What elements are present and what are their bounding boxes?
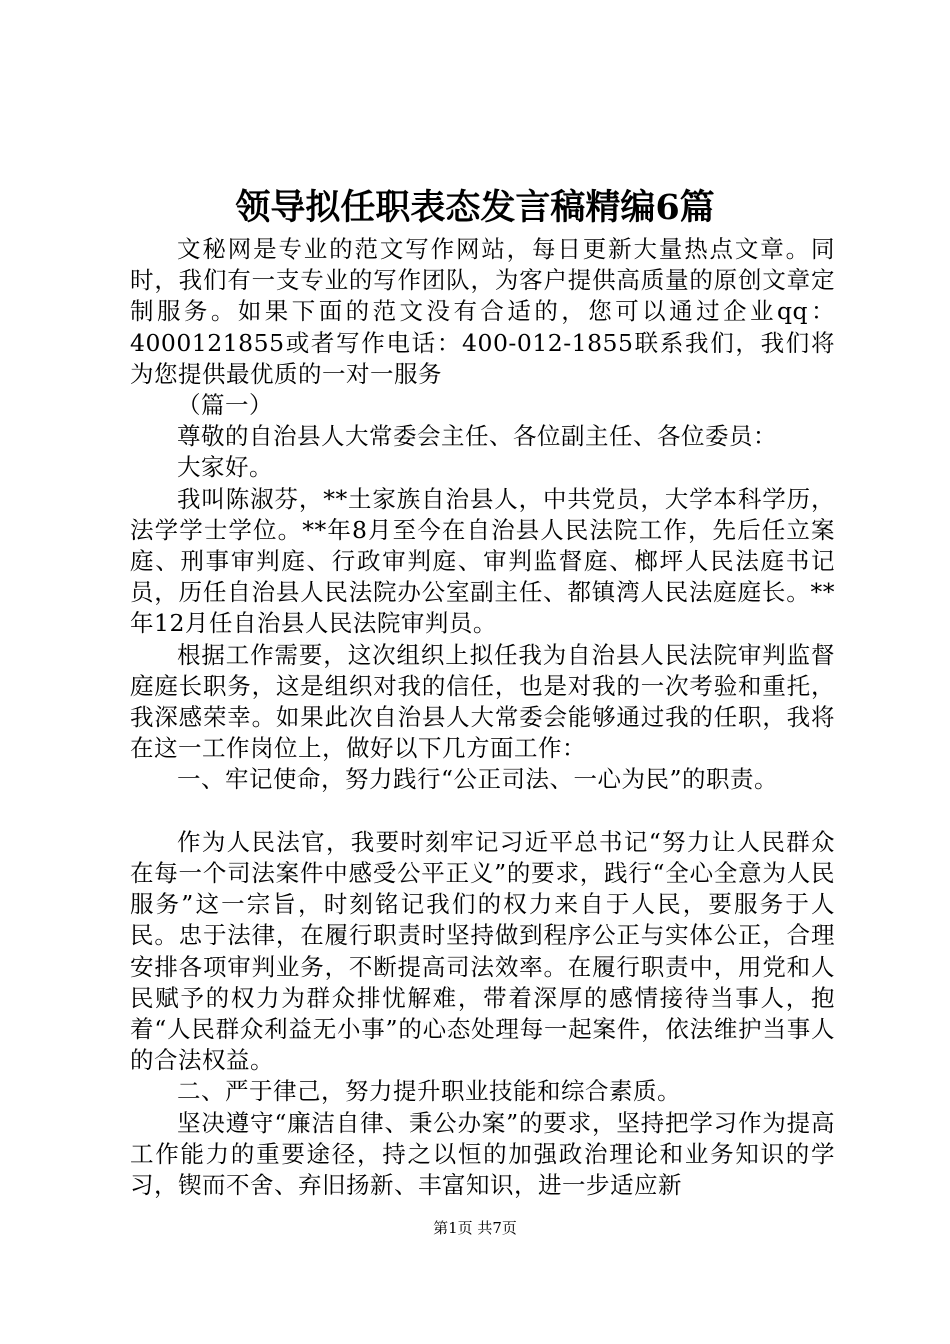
greeting: 大家好。 — [177, 453, 273, 482]
body-paragraph: 作为人民法官，我要时刻牢记习近平总书记“努力让人民群众在每一个司法案件中感受公平正义”的要求，践行“全心全意为人民服务”这一宗旨，时刻铭记我们的权力来自于人民，要服务于人民。忠于法律，在履行职责时坚持做到程序公正与实体公正，合理安排各项审判业务，不断提高司法效率。在履行职责中，用党和人民赋予的权力为群众排忧解难，带着深厚的感情接待当事人，抱着“人民群众利益无小事”的心态处理每一起案件，依法维护当事人的合法权益。 — [130, 827, 835, 1075]
document-body — [130, 234, 835, 1201]
intro-paragraph: 文秘网是专业的范文写作网站，每日更新大量热点文章。同时，我们有一支专业的写作团队，为客户提供高质量的原创文章定制服务。如果下面的范文没有合适的，您可以通过企业qq：4000121855或者写作电话：400-012-1855联系我们，我们将为您提供最优质的一对一服务 — [130, 235, 835, 388]
subheading: 一、牢记使命，努力践行“公正司法、一心为民”的职责。 — [177, 765, 779, 794]
body-paragraph: 根据工作需要，这次组织上拟任我为自治县人民法院审判监督庭庭长职务，这是组织对我的信任，也是对我的一次考验和重托，我深感荣幸。如果此次自治县人大常委会能够通过我的任职，我将在这一工作岗位上，做好以下几方面工作： — [130, 640, 835, 763]
body-paragraph: 坚决遵守“廉洁自律、秉公办案”的要求，坚持把学习作为提高工作能力的重要途径，持之以恒的加强政治理论和业务知识的学习，锲而不舍、弃旧扬新、丰富知识，进一步适应新 — [130, 1108, 835, 1200]
salutation: 尊敬的自治县人大常委会主任、各位副主任、各位委员： — [177, 422, 777, 451]
body-paragraph: 我叫陈淑芬，**土家族自治县人，中共党员，大学本科学历，法学学士学位。**年8月至今在自治县人民法院工作，先后任立案庭、刑事审判庭、行政审判庭、审判监督庭、榔坪人民法庭书记员，历任自治县人民法院办公室副主任、都镇湾人民法庭庭长。**年12月任自治县人民法院审判员。 — [130, 484, 835, 638]
subheading: 二、严于律己，努力提升职业技能和综合素质。 — [177, 1077, 681, 1106]
page-title: 领导拟任职表态发言稿精编6篇 — [235, 187, 715, 228]
page-number: 第1页 共7页 — [433, 1219, 517, 1237]
section-heading: （篇一） — [177, 391, 273, 420]
